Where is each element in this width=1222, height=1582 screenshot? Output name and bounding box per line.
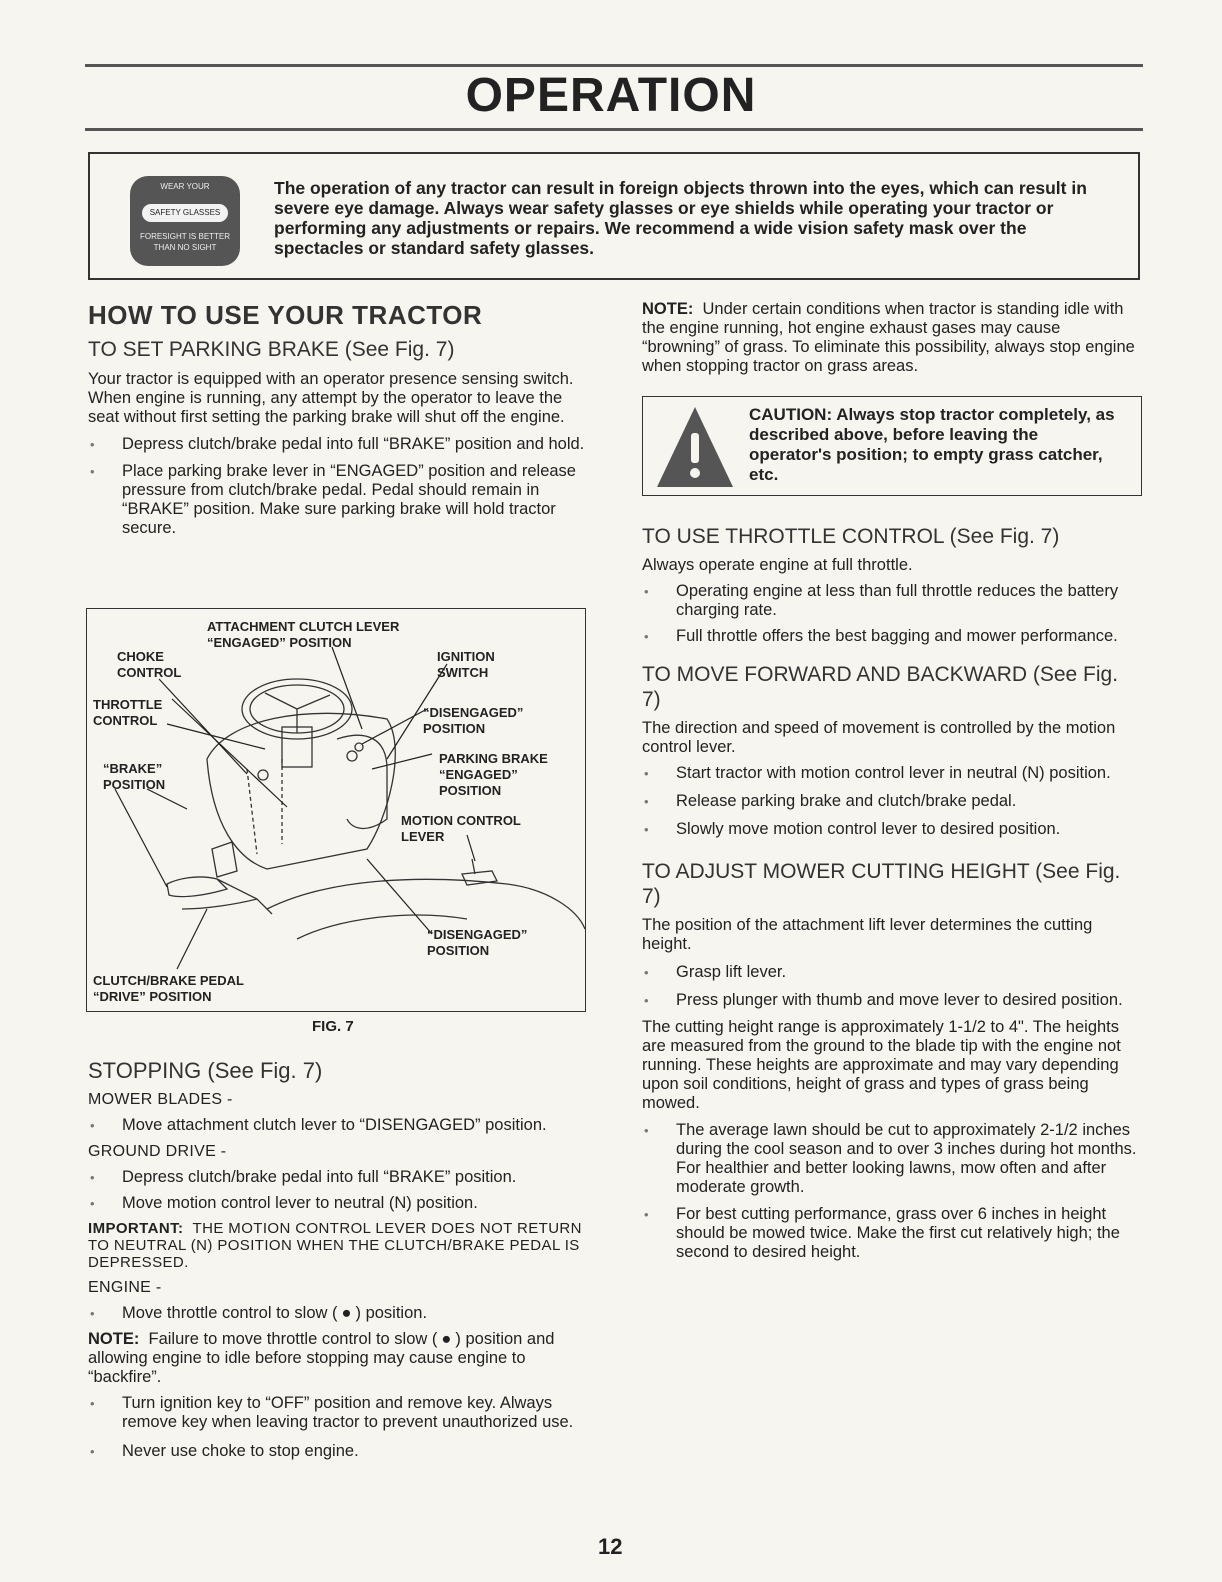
cutting-height-heading: TO ADJUST MOWER CUTTING HEIGHT (See Fig. 7) — [642, 860, 1121, 908]
list-item: • For best cutting performance, grass over 6 inches in height should be mowed twice. Make the first cut relatively high; the second to desired height. — [642, 1205, 1142, 1262]
list-item: • Release parking brake and clutch/brake pedal. — [642, 792, 1142, 811]
label-parking-brake: PARKING BRAKE — [439, 751, 548, 766]
caution-text: CAUTION: Always stop tractor completely, as described above, before leaving the operator's position; to empty grass catcher, etc. — [749, 405, 1115, 484]
label-throttle: THROTTLE — [93, 697, 163, 712]
label-disengaged-bottom-position: POSITION — [427, 943, 490, 958]
figure-7-diagram — [86, 608, 586, 1012]
right-note — [642, 300, 1142, 376]
label-brake-position: POSITION — [103, 777, 166, 792]
parking-brake-intro: Your tractor is equipped with an operator presence sensing switch. When engine is running, any attempt by the operator to leave the seat without first setting the parking brake will shut off the engine. — [88, 370, 574, 426]
ground-drive-label: GROUND DRIVE - — [88, 1143, 227, 1160]
label-brake: “BRAKE” — [103, 761, 163, 776]
label-motion-control: MOTION CONTROL — [401, 813, 521, 828]
label-choke: CHOKE — [117, 649, 164, 664]
label-engaged-position: “ENGAGED” POSITION — [207, 635, 352, 650]
parking-brake-heading: TO SET PARKING BRAKE (See Fig. 7) — [88, 338, 455, 361]
list-item: • Slowly move motion control lever to desired position. — [642, 820, 1142, 839]
label-disengaged-top-position: POSITION — [423, 721, 486, 736]
list-item: • Operating engine at less than full throttle reduces the battery charging rate. — [642, 582, 1142, 620]
safety-warning-box — [88, 152, 1140, 280]
label-throttle-control: CONTROL — [93, 713, 158, 728]
caution-box — [642, 396, 1142, 496]
note-text-end: ) position and allowing engine to idle before stopping may cause engine to “backfire”. — [88, 1330, 555, 1386]
list-item: • Place parking brake lever in “ENGAGED” position and release pressure from clutch/brake pedal. Pedal should remain in “BRAKE” position. Make sure parking brake will hold tractor secure. — [88, 462, 588, 538]
badge-bottom-text-1: FORESIGHT IS BETTER — [139, 232, 231, 241]
left-column-top — [88, 300, 588, 538]
title-underline — [85, 128, 1143, 131]
warning-triangle-icon — [655, 403, 735, 493]
throttle-bullet-start: Move throttle control to slow ( — [122, 1304, 338, 1322]
forward-backward-heading: TO MOVE FORWARD AND BACKWARD (See Fig. 7) — [642, 663, 1119, 711]
cutting-height-paragraph: The cutting height range is approximately 1-1/2 to 4". The heights are measured from the ground to the blade tip with the engine not running. These heights are approximate and may vary depending upon soil conditions, height of grass and types of grass being mowed. — [642, 1018, 1121, 1112]
note-label: NOTE: — [642, 300, 694, 318]
section-heading: HOW TO USE YOUR TRACTOR — [88, 300, 483, 330]
list-item — [88, 1304, 590, 1323]
label-drive-position: “DRIVE” POSITION — [93, 989, 212, 1004]
label-parking-position: POSITION — [439, 783, 502, 798]
list-item: • The average lawn should be cut to approximately 2-1/2 inches during the cool season and to over 3 inches during hot months. For healthier and better looking lawns, mow often and after moderate growth. — [642, 1121, 1142, 1197]
safety-warning-text: The operation of any tractor can result in foreign objects thrown into the eyes, which can result in severe eye damage. Always wear safety glasses or eye shields while operating your tractor or performing any adjustments or repairs. We recommend a wide vision safety mask over the spectacles or standard safety glasses. — [274, 178, 1087, 258]
label-ignition-switch: SWITCH — [437, 665, 489, 680]
top-rule — [85, 64, 1143, 67]
throttle-intro: Always operate engine at full throttle. — [642, 556, 913, 574]
important-note — [88, 1220, 590, 1271]
list-item: • Turn ignition key to “OFF” position and remove key. Always remove key when leaving tractor to prevent unauthorized use. — [88, 1394, 590, 1432]
exhaust-note — [642, 300, 1142, 376]
throttle-bullet-end: ) position. — [355, 1304, 428, 1322]
note-label: NOTE: — [88, 1330, 140, 1348]
forward-intro: The direction and speed of movement is controlled by the motion control lever. — [642, 719, 1116, 756]
label-disengaged-top: “DISENGAGED” — [423, 705, 524, 720]
badge-bottom-text-2: THAN NO SIGHT — [153, 243, 217, 252]
page-number: 12 — [598, 1534, 623, 1559]
list-item: • Move attachment clutch lever to “DISENGAGED” position. — [88, 1116, 590, 1135]
turtle-icon: ● — [341, 1304, 352, 1322]
list-item: • Move motion control lever to neutral (N) position. — [88, 1194, 590, 1213]
badge-middle-text: SAFETY GLASSES — [142, 204, 228, 222]
list-item: • Never use choke to stop engine. — [88, 1442, 590, 1461]
list-item: • Grasp lift lever. — [642, 963, 1142, 982]
engine-label: ENGINE - — [88, 1279, 162, 1296]
turtle-icon: ● — [441, 1330, 452, 1348]
list-item: • Full throttle offers the best bagging and mower performance. — [642, 627, 1142, 646]
stopping-heading: STOPPING (See Fig. 7) — [88, 1058, 323, 1083]
list-item: • Depress clutch/brake pedal into full “BRAKE” position. — [88, 1168, 590, 1187]
throttle-heading: TO USE THROTTLE CONTROL (See Fig. 7) — [642, 525, 1060, 548]
list-item: • Press plunger with thumb and move lever to desired position. — [642, 991, 1142, 1010]
stopping-note — [88, 1330, 590, 1387]
label-parking-engaged: “ENGAGED” — [439, 767, 518, 782]
label-ignition: IGNITION — [437, 649, 495, 664]
right-column-sections — [642, 524, 1142, 1262]
label-attachment-lever: ATTACHMENT CLUTCH LEVER — [207, 619, 400, 634]
stopping-section — [88, 1058, 590, 1461]
mower-blades-label: MOWER BLADES - — [88, 1091, 233, 1108]
cutting-height-intro: The position of the attachment lift lever determines the cutting height. — [642, 916, 1093, 953]
figure-caption: FIG. 7 — [312, 1018, 354, 1035]
label-clutch-brake-pedal: CLUTCH/BRAKE PEDAL — [93, 973, 244, 988]
note-text-start: Failure to move throttle control to slow ( — [148, 1330, 438, 1348]
important-label: IMPORTANT: — [88, 1220, 184, 1237]
list-item: • Start tractor with motion control lever in neutral (N) position. — [642, 764, 1142, 783]
safety-glasses-badge-icon — [130, 176, 240, 266]
label-disengaged-bottom: “DISENGAGED” — [427, 927, 528, 942]
label-choke-control: CONTROL — [117, 665, 182, 680]
page-title: OPERATION — [465, 69, 757, 122]
label-motion-lever: LEVER — [401, 829, 445, 844]
list-item: • Depress clutch/brake pedal into full “BRAKE” position and hold. — [88, 435, 588, 454]
badge-top-text: WEAR YOUR — [160, 182, 210, 191]
exhaust-note-text: Under certain conditions when tractor is standing idle with the engine running, hot engine exhaust gases may cause “browning” of grass. To eliminate this possibility, always stop engine when stopping tractor on grass areas. — [642, 300, 1135, 375]
important-text: THE MOTION CONTROL LEVER DOES NOT RETURN TO NEUTRAL (N) POSITION WHEN THE CLUTCH/BRAKE PEDAL IS DEPRESSED. — [88, 1220, 582, 1271]
